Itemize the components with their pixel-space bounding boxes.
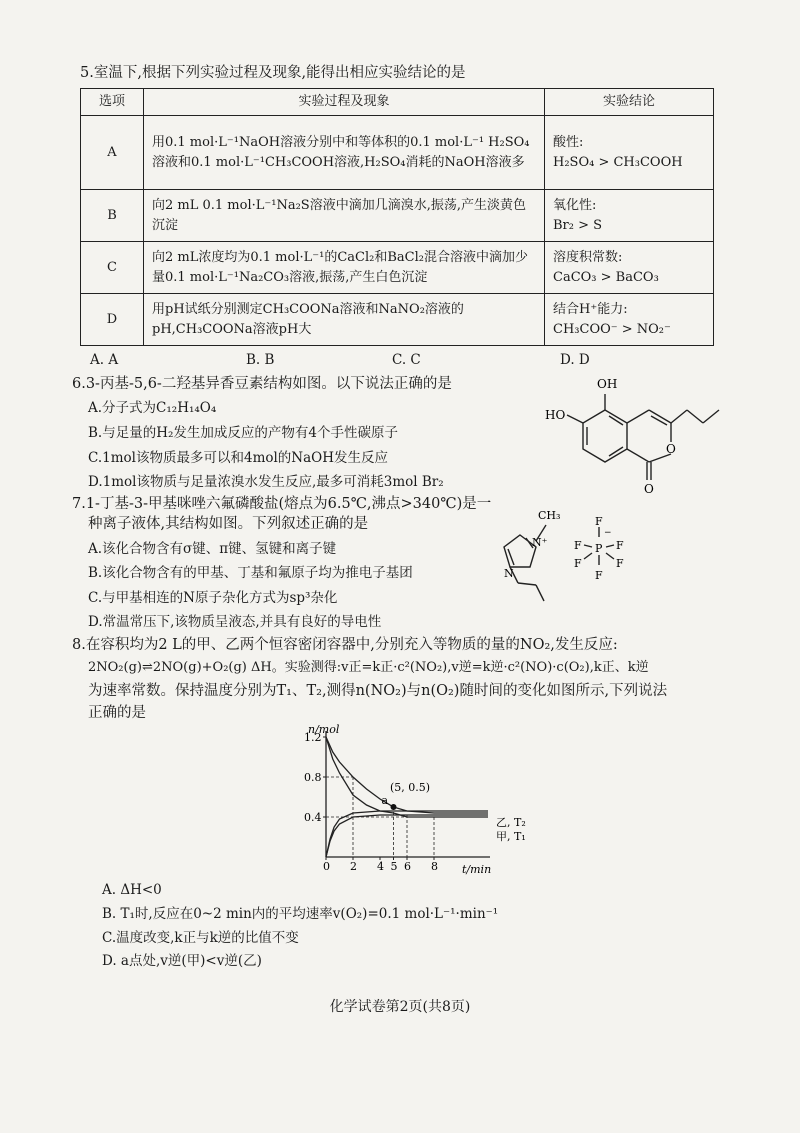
y-tick-label: 1.2 (304, 731, 322, 744)
row-key: B (81, 190, 144, 242)
row-conclusion (545, 294, 714, 346)
q7-stem-line2: 种离子液体,其结构如图。下列叙述正确的是 (88, 516, 369, 532)
conclusion-value: CaCO₃ > BaCO₃ (553, 269, 659, 285)
conclusion-value: CH₃COO⁻ > NO₂⁻ (553, 321, 671, 337)
conclusion-label: 结合H⁺能力: (553, 301, 628, 317)
q7-option-c[interactable]: C.与甲基相连的N原子杂化方式为sp³杂化 (88, 590, 338, 606)
x-tick-label: 6 (404, 860, 411, 873)
ho-label: HO (545, 408, 566, 422)
q6-option-d[interactable]: D.1mol该物质与足量浓溴水发生反应,最多可消耗3mol Br₂ (88, 474, 444, 490)
f-label-bottom-left: F (574, 557, 582, 570)
table-row (81, 116, 714, 190)
series-line-0 (326, 737, 488, 813)
q5-table (80, 88, 714, 346)
f-label-bottom-right: F (616, 557, 624, 570)
x-axis-label: t/min (462, 863, 492, 876)
point-a-marker (391, 804, 397, 810)
q8-stem-line4: 正确的是 (88, 705, 146, 721)
table-row (81, 242, 714, 294)
row-conclusion (545, 190, 714, 242)
q5-stem: 5.室温下,根据下列实验过程及现象,能得出相应实验结论的是 (80, 65, 466, 81)
y-axis-label: n/mol (308, 723, 340, 736)
f-label-right: F (616, 539, 624, 552)
row-process: 向2 mL浓度均为0.1 mol·L⁻¹的CaCl₂和BaCl₂混合溶液中滴加少量0.1 mol·L⁻¹Na₂CO₃溶液,振荡,产生白色沉淀 (144, 242, 545, 294)
q6-stem: 6.3-丙基-5,6-二羟基异香豆素结构如图。以下说法正确的是 (72, 376, 452, 392)
y-tick-label: 0.8 (304, 771, 322, 784)
q8-option-b[interactable]: B. T₁时,反应在0~2 min内的平均速率v(O₂)=0.1 mol·L⁻¹·min⁻¹ (102, 906, 499, 922)
f-label-bottom: F (595, 569, 603, 582)
x-tick-label: 8 (431, 860, 438, 873)
ring-o-label: O (666, 442, 676, 456)
legend-series-b: 乙, T₂ (496, 816, 526, 829)
carbonyl-o-label: O (644, 482, 654, 496)
choice-d[interactable]: D. D (560, 352, 590, 368)
q7-stem-line1: 7.1-丁基-3-甲基咪唑六氟磷酸盐(熔点为6.5℃,沸点>340℃)是一 (72, 496, 492, 512)
q8-option-c[interactable]: C.温度改变,k正与k逆的比值不变 (102, 930, 299, 946)
n-label: N (504, 567, 514, 580)
row-key: D (81, 294, 144, 346)
row-conclusion (545, 116, 714, 190)
table-header-row (81, 89, 714, 116)
ch3-label: CH₃ (538, 509, 561, 522)
row-conclusion (545, 242, 714, 294)
q7-option-a[interactable]: A.该化合物含有σ键、π键、氢键和离子键 (88, 541, 337, 557)
conclusion-value: Br₂ > S (553, 217, 603, 233)
choice-a[interactable]: A. A (90, 352, 119, 368)
x-tick-label: 4 (377, 860, 384, 873)
q6-option-b[interactable]: B.与足量的H₂发生加成反应的产物有4个手性碳原子 (88, 425, 398, 441)
q6-option-a[interactable]: A.分子式为C₁₂H₁₄O₄ (88, 400, 217, 416)
conclusion-label: 溶度积常数: (553, 249, 623, 265)
point-a-label: a (381, 794, 389, 807)
conclusion-label: 酸性: (553, 134, 584, 150)
conclusion-label: 氧化性: (553, 197, 597, 213)
header-option: 选项 (81, 89, 144, 116)
choice-b[interactable]: B. B (246, 352, 275, 368)
minus-label: − (604, 528, 612, 538)
header-process: 实验过程及现象 (144, 89, 545, 116)
f-label-left: F (574, 539, 582, 552)
table-row (81, 190, 714, 242)
row-process: 用pH试纸分别测定CH₃COONa溶液和NaNO₂溶液的pH,CH₃COONa溶液pH大 (144, 294, 545, 346)
row-process: 向2 mL 0.1 mol·L⁻¹Na₂S溶液中滴加几滴溴水,振荡,产生淡黄色沉淀 (144, 190, 545, 242)
oh-label: OH (597, 377, 618, 391)
y-tick-label: 0.4 (304, 811, 322, 824)
q7-option-b[interactable]: B.该化合物含有的甲基、丁基和氟原子均为推电子基团 (88, 565, 413, 581)
q7-option-d[interactable]: D.常温常压下,该物质呈液态,并具有良好的导电性 (88, 614, 382, 630)
page-footer: 化学试卷第2页(共8页) (329, 999, 471, 1015)
q8-chart (296, 723, 556, 883)
series-line-1 (326, 737, 488, 817)
x-tick-label: 0 (323, 860, 330, 873)
q7-structure (470, 505, 640, 605)
q8-stem-line2: 2NO₂(g)⇌2NO(g)+O₂(g) ΔH。实验测得:v正=k正·c²(NO₂),v逆=k逆·c²(NO)·c(O₂),k正、k逆 (88, 660, 649, 675)
q8-option-a[interactable]: A. ΔH<0 (102, 882, 162, 898)
row-process: 用0.1 mol·L⁻¹NaOH溶液分别中和等体积的0.1 mol·L⁻¹ H₂SO₄溶液和0.1 mol·L⁻¹CH₃COOH溶液,H₂SO₄消耗的NaOH溶液多 (144, 116, 545, 190)
x-tick-label: 2 (350, 860, 357, 873)
q8-option-d[interactable]: D. a点处,v逆(甲)<v逆(乙) (102, 953, 262, 969)
table-row (81, 294, 714, 346)
choice-c[interactable]: C. C (392, 352, 421, 368)
n-plus-label: N⁺ (532, 536, 548, 549)
f-label-top: F (595, 515, 603, 528)
legend-series-a: 甲, T₁ (496, 830, 526, 843)
q6-option-c[interactable]: C.1mol该物质最多可以和4mol的NaOH发生反应 (88, 450, 389, 466)
benzene-ring (583, 410, 627, 462)
point-coord-label: (5, 0.5) (390, 781, 431, 794)
p-label: P (595, 542, 603, 555)
q8-stem-line3: 为速率常数。保持温度分别为T₁、T₂,测得n(NO₂)与n(O₂)随时间的变化如图所示,下列说法 (88, 683, 668, 699)
q8-stem-line1: 8.在容积均为2 L的甲、乙两个恒容密闭容器中,分别充入等物质的量的NO₂,发生反应: (72, 637, 618, 653)
conclusion-value: H₂SO₄ > CH₃COOH (553, 154, 683, 170)
header-conclusion: 实验结论 (545, 89, 714, 116)
x-tick-label: 5 (390, 860, 398, 873)
q6-structure (525, 372, 725, 500)
row-key: A (81, 116, 144, 190)
row-key: C (81, 242, 144, 294)
